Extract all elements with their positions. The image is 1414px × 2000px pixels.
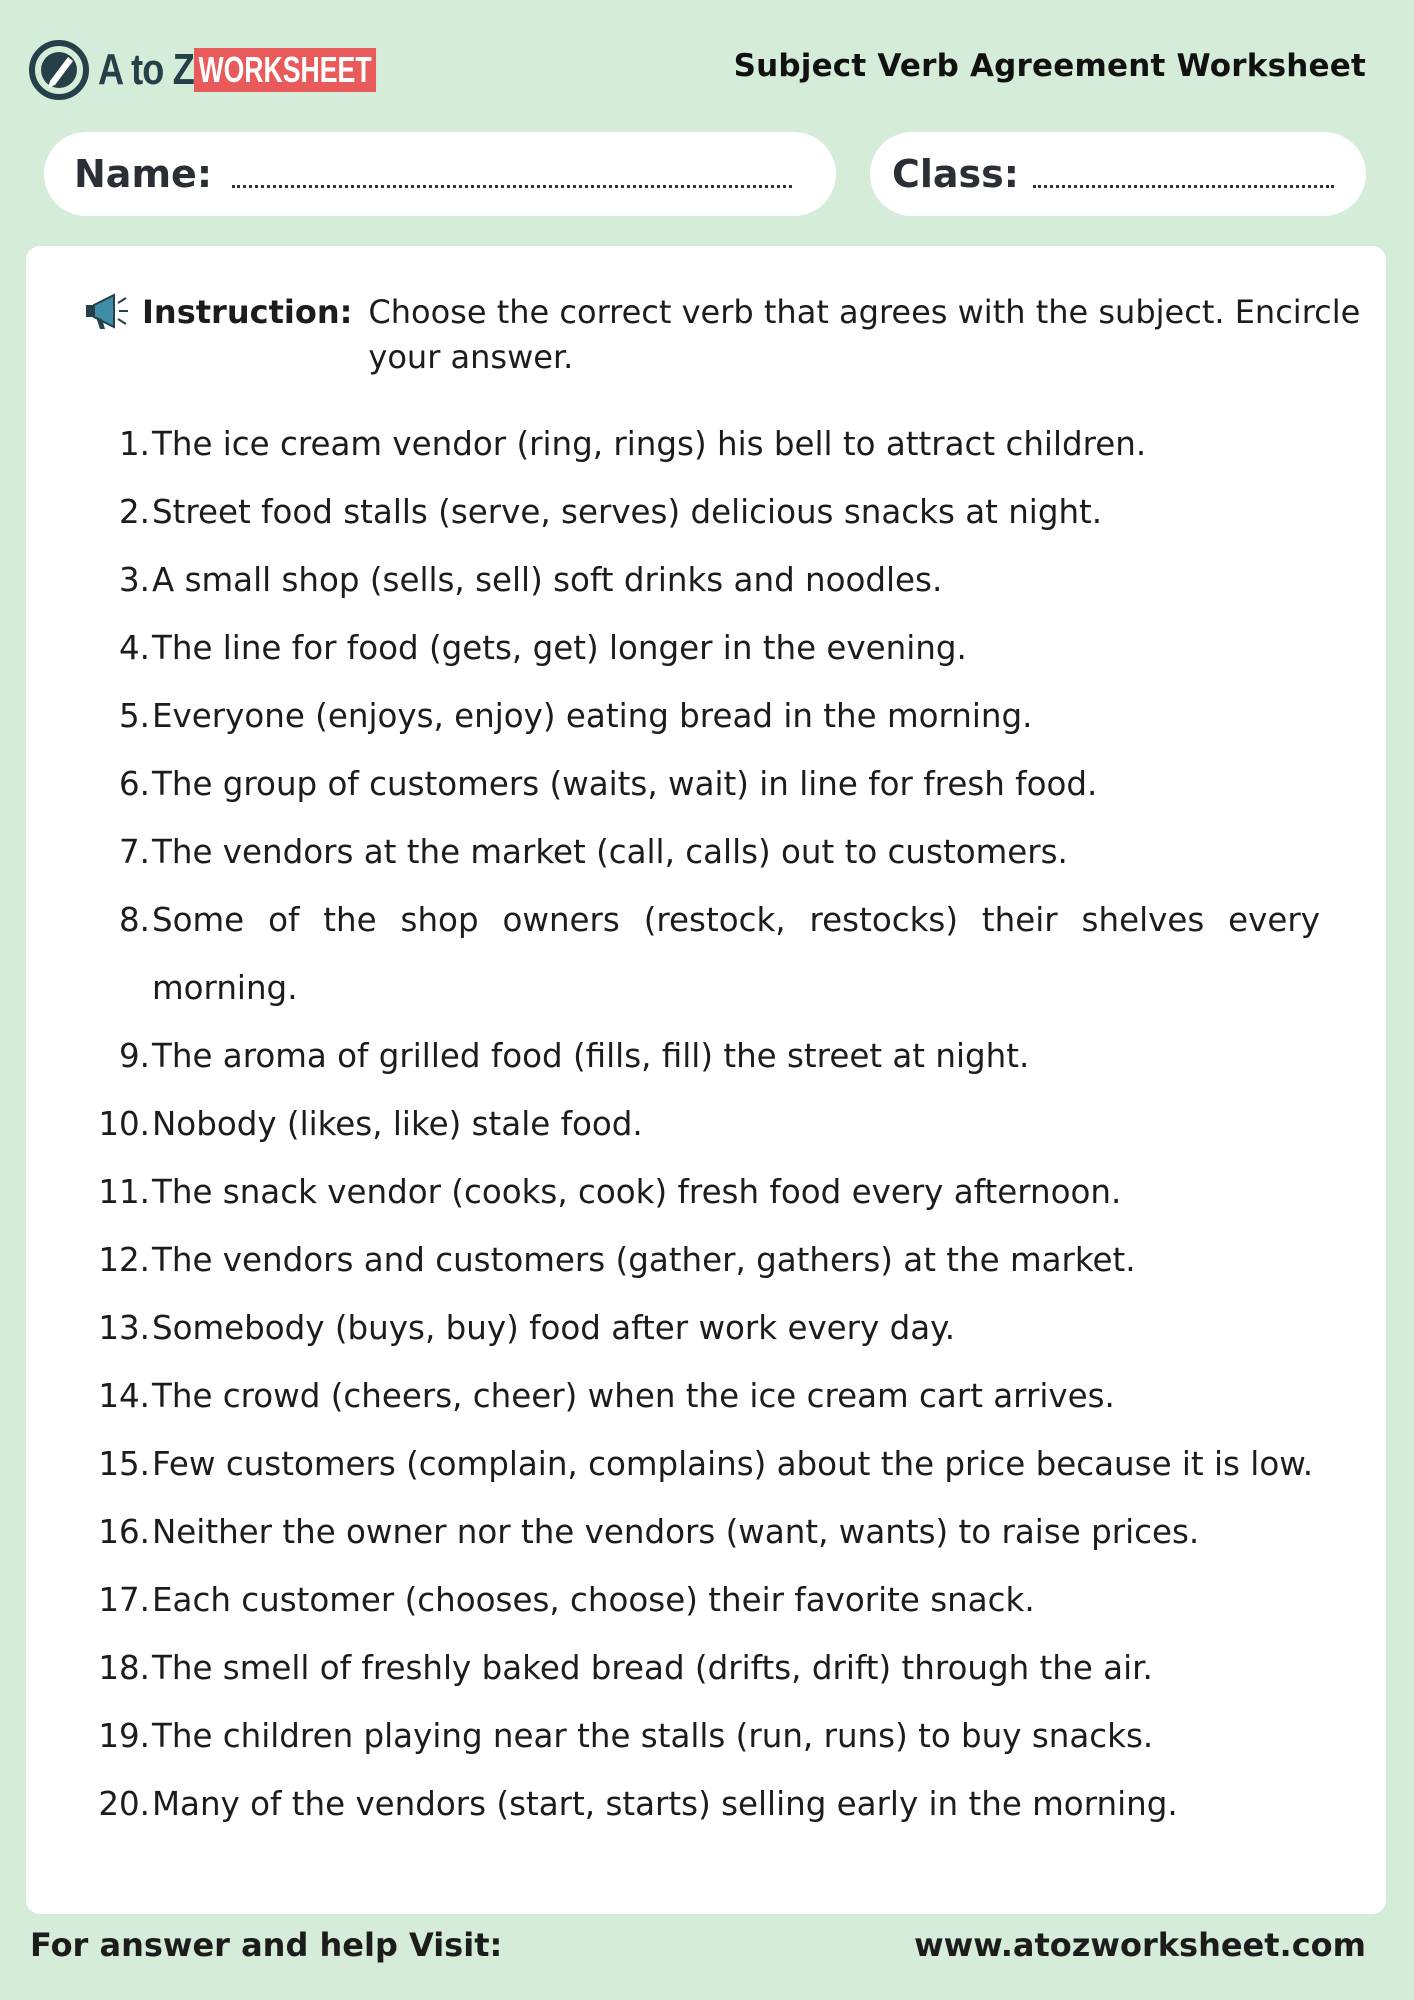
megaphone-icon	[82, 292, 132, 332]
question-number: 10.	[98, 1105, 150, 1143]
question-item	[26, 1498, 1386, 1566]
question-number: 3.	[118, 561, 150, 599]
question-text[interactable]: Neither the owner nor the vendors (want, wants) to raise prices.	[152, 1513, 1200, 1551]
question-item	[26, 1362, 1386, 1430]
question-item	[26, 410, 1386, 478]
question-item	[26, 1226, 1386, 1294]
question-text[interactable]: The snack vendor (cooks, cook) fresh food every afternoon.	[152, 1173, 1122, 1211]
question-number: 8.	[118, 901, 150, 939]
question-item	[26, 478, 1386, 546]
question-text[interactable]: The crowd (cheers, cheer) when the ice cream cart arrives.	[152, 1377, 1115, 1415]
question-item	[26, 614, 1386, 682]
question-list	[26, 410, 1386, 1838]
question-number: 17.	[98, 1581, 150, 1619]
footer-help-text: For answer and help Visit:	[30, 1926, 503, 1964]
question-text[interactable]: Nobody (likes, like) stale food.	[152, 1105, 643, 1143]
question-number: 16.	[98, 1513, 150, 1551]
question-item	[26, 1022, 1386, 1090]
question-item	[26, 1770, 1386, 1838]
question-text[interactable]: Many of the vendors (start, starts) selling early in the morning.	[152, 1785, 1178, 1823]
question-number: 20.	[98, 1785, 150, 1823]
footer-website-link[interactable]: www.atozworksheet.com	[914, 1926, 1366, 1964]
question-text[interactable]: The smell of freshly baked bread (drifts, drift) through the air.	[152, 1649, 1153, 1687]
question-text[interactable]: The line for food (gets, get) longer in the evening.	[152, 629, 967, 667]
question-number: 6.	[118, 765, 150, 803]
question-item	[26, 1634, 1386, 1702]
question-text[interactable]: Street food stalls (serve, serves) delicious snacks at night.	[152, 493, 1103, 531]
page-header	[0, 0, 1414, 130]
logo-worksheet-text: WORKSHEET	[194, 48, 376, 92]
question-item	[26, 682, 1386, 750]
question-text[interactable]: A small shop (sells, sell) soft drinks and noodles.	[152, 561, 943, 599]
question-number: 1.	[118, 425, 150, 463]
question-item	[26, 818, 1386, 886]
class-dotted-line[interactable]	[1033, 161, 1334, 188]
question-item	[26, 546, 1386, 614]
question-number: 5.	[118, 697, 150, 735]
question-item	[26, 1430, 1386, 1498]
class-field[interactable]	[870, 132, 1366, 216]
question-item	[26, 1566, 1386, 1634]
name-label: Name:	[74, 152, 213, 196]
question-text[interactable]: The children playing near the stalls (run, runs) to buy snacks.	[152, 1717, 1154, 1755]
question-item	[26, 886, 1386, 1022]
question-text[interactable]: The vendors and customers (gather, gathers) at the market.	[152, 1241, 1136, 1279]
worksheet-card	[26, 246, 1386, 1914]
question-text[interactable]: Somebody (buys, buy) food after work every day.	[152, 1309, 956, 1347]
question-number: 11.	[98, 1173, 150, 1211]
logo-pencil-icon	[28, 39, 90, 101]
question-text[interactable]: Some of the shop owners (restock, restocks) their shelves every morning.	[152, 901, 1320, 1007]
question-number: 15.	[98, 1445, 150, 1483]
question-number: 4.	[118, 629, 150, 667]
instruction-label: Instruction:	[142, 293, 353, 331]
question-item	[26, 1702, 1386, 1770]
instruction-block	[82, 290, 1372, 380]
document-title: Subject Verb Agreement Worksheet	[733, 48, 1366, 84]
question-number: 18.	[98, 1649, 150, 1687]
question-number: 9.	[118, 1037, 150, 1075]
logo-atoz-text: A to Z	[98, 45, 194, 94]
question-number: 7.	[118, 833, 150, 871]
question-text[interactable]: Few customers (complain, complains) about the price because it is low.	[152, 1445, 1314, 1483]
class-label: Class:	[892, 152, 1019, 196]
question-number: 12.	[98, 1241, 150, 1279]
question-item	[26, 750, 1386, 818]
question-text[interactable]: The vendors at the market (call, calls) out to customers.	[152, 833, 1068, 871]
instruction-text: Choose the correct verb that agrees with the subject. Encircle your answer.	[368, 293, 1361, 376]
question-text[interactable]: Everyone (enjoys, enjoy) eating bread in the morning.	[152, 697, 1033, 735]
question-text[interactable]: The ice cream vendor (ring, rings) his bell to attract children.	[152, 425, 1147, 463]
question-number: 13.	[98, 1309, 150, 1347]
brand-logo	[28, 38, 440, 102]
question-item	[26, 1090, 1386, 1158]
name-dotted-line[interactable]	[232, 161, 792, 188]
question-item	[26, 1158, 1386, 1226]
question-number: 19.	[98, 1717, 150, 1755]
name-field[interactable]	[44, 132, 836, 216]
question-text[interactable]: Each customer (chooses, choose) their favorite snack.	[152, 1581, 1035, 1619]
question-text[interactable]: The group of customers (waits, wait) in line for fresh food.	[152, 765, 1098, 803]
question-number: 14.	[98, 1377, 150, 1415]
question-item	[26, 1294, 1386, 1362]
question-number: 2.	[118, 493, 150, 531]
question-text[interactable]: The aroma of grilled food (fills, fill) the street at night.	[152, 1037, 1030, 1075]
